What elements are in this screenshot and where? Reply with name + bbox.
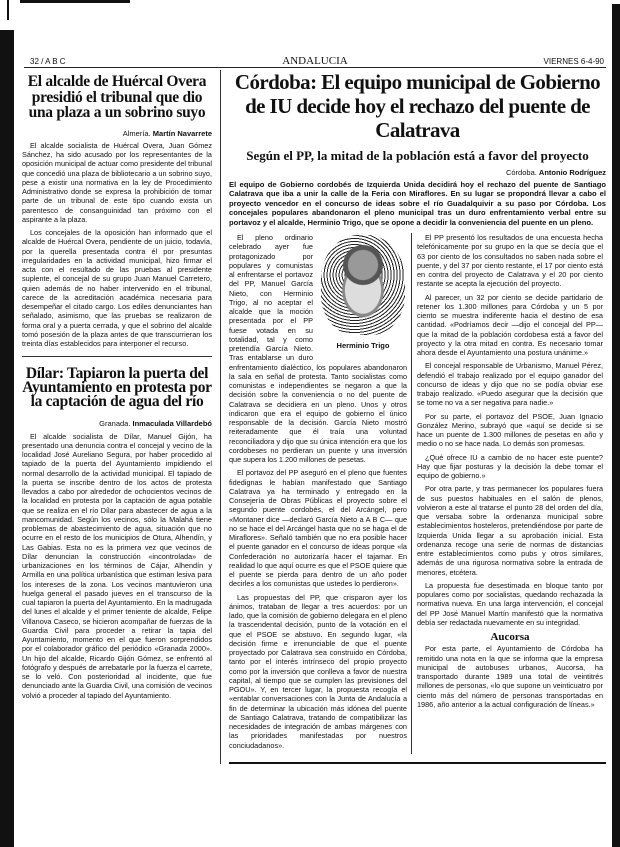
scan-edge [7,0,9,20]
paragraph: Al parecer, un 32 por ciento se decide partidario de retener los 1.300 millones para Córdoba y un 5 por ciento se muestra indiferente hacia el destino de esa cantidad. «Podríamos decir —dijo el concejal del PP— que la mitad de la población cordobesa está a favor del proyecto y la otra mitad en contra. Es necesario tomar ahora desde el Ayuntamiento una postura unánime.» [417,292,603,358]
portrait-image [321,235,405,335]
paragraph: El alcalde socialista de Dílar, Manuel Gijón, ha presentado una denuncia contra el concejal y vecino de la localidad José Aureliano Segura, por haber procedido al tapiado de la puerta del Ayuntamiento impidiendo el normal desarrollo de la actividad municipal. El tapiado de la puerta se inscribe dentro de los actos de protesta llevados a cabo por alrededor de ochocientos vecinos de la localidad en protesta por la captación de agua potable que se realiza en el río Dílar para abastecer de agua a la mancomunidad. Según los vecinos, sólo la Malahá tiene problemas de abastecimiento de agua, situación que no ocurre en el resto de los municipios de Otura, Alhendín, y Las Gabias. Esta no es la primera vez que vecinos de Dílar denuncian la construcción «incontrolada» de urbanizaciones en los términos de Cájar, Alhendín y Armilla en una política urbanística que estiman lesiva para los intereses de la zona. Los vecinos mantuvieron una huelga general el pasado jueves en el transcurso de la cual tapiaron la puerta del Ayuntamiento. En la madrugada del lunes el alcalde y el primer teniente de alcalde, Felipe Villanova Caseco, se hicieron acompañar de fuerzas de la Guardia Civil para proceder a retirar la tapia del Ayuntamiento, momento en el que fueron sorprendidos por el colaborador gráfico del periódico «Granada 2000». Un hijo del alcalde, Ricardo Gijón Gómez, se enfrentó al fotógrafo y después de arrebatarle por la fuerza el carrete, se lo veló. Con posterioridad al incidente, que fue denunciado ante la Guardia Civil, una comisión de vecinos volvió a proceder al tapiado del Ayuntamiento. [22,431,212,700]
byline [22,419,212,428]
byline-author: Inmaculada Villardebó [132,419,212,429]
page-number: 32 / A B C [30,57,66,66]
headline: El alcalde de Huércal Overa presidió el tribunal que dio una plaza a un sobrino suyo [27,73,207,121]
paragraph: ¿Qué ofrece IU a cambio de no hacer este puente? Hay que fijar posturas y la decisión la debe tomar el equipo de gobierno.» [417,452,603,481]
page-header [24,56,606,68]
issue-date: VIERNES 6-4-90 [543,57,604,66]
article-cordoba [220,70,606,764]
paragraph: Por otra parte, y tras permanecer los populares fuera de sus puestos habituales en el salón de plenos, volvieron a este al tratarse el punto 28 del orden del día, que versaba sobre la ordenanza municipal sobre establecimientos hosteleros, pretendiéndose por parte de Izquierda Unida llegar a su aprobación inicial. Esta ordenanza recoge una serie de normas de distancias entre establecimientos como pubs y otros similares, además de una rigurosa normativa sobre la entrada de menores, etcétera. [417,484,603,577]
photo-herminio-trigo [319,235,407,359]
article-cordoba-col1 [229,233,411,754]
top-rule [20,0,130,3]
paragraph: Por esta parte, el Ayuntamiento de Córdoba ha remitido una nota en la que se informa que la empresa municipal de autobuses urbanos, Aucorsa, ha transportado durante 1989 una total de veintitrés millones de personas, «lo que supone un veinticuatro por ciento más del número de personas transportadas en 1986, año anterior a la actual configuración de líneas.» [417,644,603,709]
article-columns [229,233,606,754]
paragraph: Por su parte, el portavoz del PSOE, Juan Ignacio González Merino, subrayó que «aquí se decide si se hace un puente de 1.300 millones de pesetas en año y medio o no se hace nada. Lo demás son promesas. [417,411,603,449]
byline-place: Almería. [122,128,151,138]
subsection-title-aucorsa: Aucorsa [490,631,530,644]
section-title: ANDALUCIA [282,55,348,67]
paragraph: Los concejales de la oposición han informado que el alcalde de Huércal Overa, pendiente de un juicio, todavía, por la querella presentada contra él por presuntas irregularidades en la actividad municipal, hizo firmar el acta con el resultado de las pruebas al presidente suplente, el concejal de su grupo Juan Manuel Carretero, quien además de no haber intervenido en el tribunal, carece de la acreditación académica necesaria para desempeñar el citado cargo. Los ediles denunciantes han señalado, asimismo, que las pruebas se realizaron de forma oral y a puerta cerrada, y que el sobrino del alcalde tomó posesión de la plaza antes de que transcurrieran los treinta días establecidos para interponer el recurso. [22,228,212,348]
paragraph: El alcalde socialista de Huércal Overa, Juan Gómez Sánchez, ha sido acusado por los representantes de la oposición municipal de actuar como presidente del tribunal que concedió una plaza de bibliotecario a un sobrino suyo, pese a existir una normativa en la ley de Procedimiento Administrativo donde se expresa la prohibición de tomar parte de un tribunal de este tipo cuando exista un parentesco de consanguinidad tan próximo con el aspirante a la plaza. [22,140,212,224]
subheadline: Según el PP, la mitad de la población está a favor del proyecto [246,148,589,163]
headline: Córdoba: El equipo municipal de Gobierno de IU decide hoy el rechazo del puente de Calatrava [234,70,601,142]
left-column [22,74,212,704]
byline [229,168,606,177]
byline-place: Córdoba. [505,168,537,177]
article-cordoba-col2 [411,233,603,754]
byline-author: Martín Navarrete [152,128,212,138]
paragraph: Las propuestas del PP, que crisparon ayer los ánimos, trataban de llegar a tres acuerdos: por un lado, que la comisión de gobierno delegara en el pleno la trascendental decisión, punto de la votación en el que el PSOE se abstuvo. En segundo lugar, «la decisión firme e irrenunciable de que el puente proyectado por Calatrava sea construido en Córdoba, tanto por el interés intrínseco del propio proyecto como por la inversión que conlleva a favor de nuestra capital, al tiempo que se cumplen las previsiones del PGOU». Y, en tercer lugar, la propuesta recogía el «entablar conversaciones con la Junta de Andalucía a fin de determinar la ubicación más idónea del puente de Santiago Calatrava, tratando de compatibilizar las necesidades de integración de ambas márgenes con las prioridades manifestadas por nuestros conciudadanos». [229,592,407,750]
bottom-rule [229,762,606,764]
lead-paragraph: El equipo de Gobierno cordobés de Izquierda Unida decidirá hoy el rechazo del puente de Santiago Calatrava que iba a unir la calle de la Feria con Miraflores. En su lugar se propondrá llevar a cabo el proyecto vencedor en el concurso de ideas sobre el río Guadalquivir a su paso por Córdoba. Los concejales populares abandonaron el pleno municipal tras un duro enfrentamiento verbal entre su portavoz y el alcalde, Herminio Trigo, que se opone a decidir la conveniencia del puente en un pleno. [229,180,606,227]
headline: Dílar: Tapiaron la puerta del Ayuntamiento en protesta por la captación de agua del río [22,365,212,411]
byline-author: Antonio Rodríguez [538,168,606,177]
paragraph: El pleno ordinario celebrado ayer fue protagonizado por populares y comunistas al enfrentarse el portavoz del PP, Manuel García Nieto, con Herminio Trigo, al no aceptar el alcalde que la moción presentada por el PP fuese votada en su totalidad, tal y como pretendía García Nieto. Tras entablarse un duro enfrentamiento dialéctico, los populares abandonaron la sala en señal de protesta. Tanto socialistas como comunistas e independientes se negaron a que la decisión sobre la conveniencia o no del puente de Calatrava se decidiera en un pleno. Unos y otros indicaron que era el equipo de gobierno el único responsable de la decisión. García Nieto mostró reiteradamente que él traía una voluntad reconciliadora y dijo que su única intención era que los cordobeses no perdieran un puente y una inversión que supera los 1.200 millones de pesetas. [229,233,407,465]
article-dilar [22,367,212,700]
article-divider [22,356,212,357]
article-huercal-overa [22,74,212,348]
paragraph: El PP presentó los resultados de una encuesta hecha telefónicamente por su grupo en la que se decía que el 63 por ciento de los consultados no saben nada sobre el puente, y del 37 por ciento restante, el 17 por ciento está en contra del proyecto de Calatrava y el 20 por ciento restante se acepta la ejecución del proyecto. [417,233,603,289]
paragraph: La propuesta fue desestimada en bloque tanto por populares como por socialistas, quedando rechazada la normativa nueva. En una larga intervención, el concejal del PP José Manuel Martín manifestó que la normativa debía ser redactada nuevamente en su integridad. [417,580,603,627]
photo-caption: Herminio Trigo [336,341,390,351]
paragraph: El portavoz del PP aseguró en el pleno que fuentes fidedignas le habían manifestado que Santiago Calatrava ya ha terminado y entregado en la Consejería de Obras Públicas el proyecto sobre el segundo puente cordobés, el del Arcángel, pero «Montaner dice —declaró García Nieto a A B C— que no se hace el del Arcángel hasta que no se haga el de Miraflores». Señaló también que no era posible hacer el puente ganador en el concurso de ideas porque «la Confederación no autorizaría hacer el tajamar. En realidad lo que aquí ocurre es que el PSOE quiere que el puente se pierda para dentro de un año poder decirles a los comunistas que ustedes lo perdieron». [229,468,407,589]
scan-edge-right [612,4,620,847]
scan-edge-left [0,30,14,847]
byline-place: Granada. [99,419,131,429]
paragraph: El concejal responsable de Urbanismo, Manuel Pérez, defendió el trabajo realizado por el equipo ganador del concurso de ideas y dijo que no se podía obviar ese trabajo realizado. «Puedo asegurar que la decisión que se tome no va a ser negativa para nadie.» [417,361,603,408]
byline [22,129,212,138]
